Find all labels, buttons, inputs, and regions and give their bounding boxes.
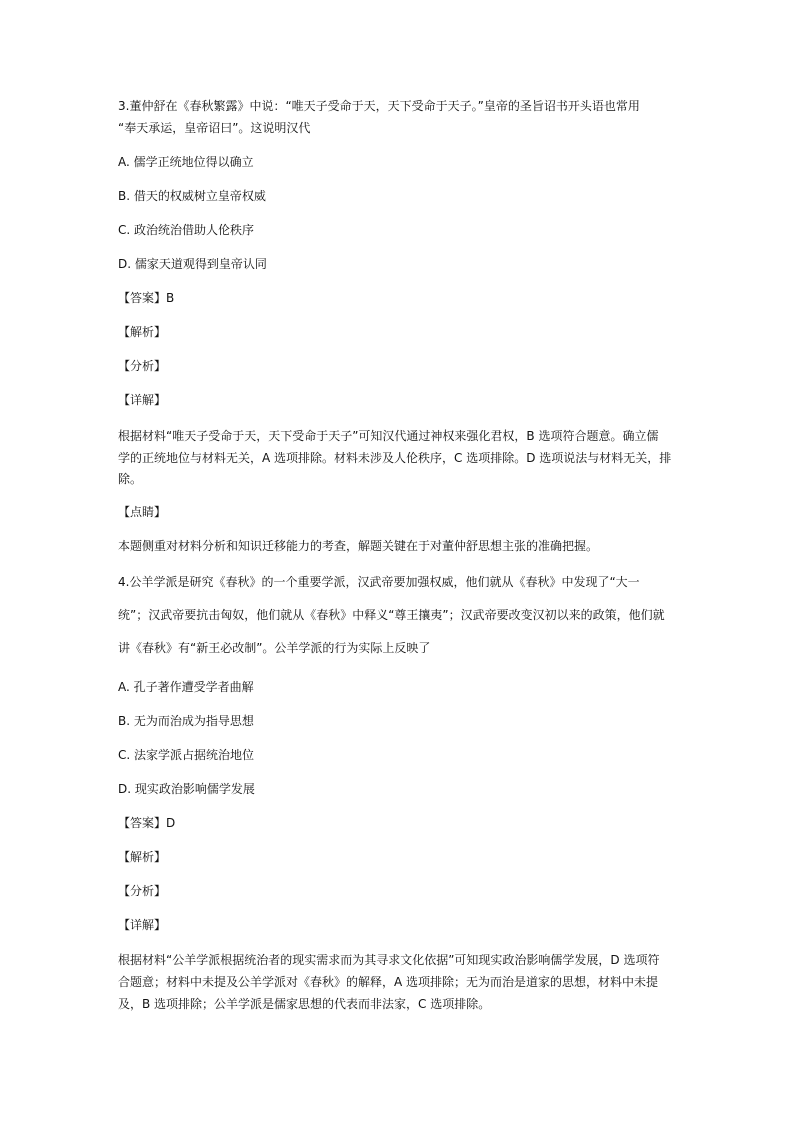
q3-detail-line-1: 根据材料“唯天子受命于天，天下受命于天子”可知汉代通过神权来强化君权，B 选项符合题意。确立儒 <box>118 429 659 443</box>
q4-option-c: C. 法家学派占据统治地位 <box>118 748 255 762</box>
q4-stem-line-1: 4.公羊学派是研究《春秋》的一个重要学派，汉武帝要加强权威，他们就从《春秋》中发现了“大一 <box>118 575 640 589</box>
q4-detail-line-1: 根据材料“公羊学派根据统治者的现实需求而为其寻求文化依据”可知现实政治影响儒学发展，D 选项符 <box>118 953 660 967</box>
q3-option-a: A. 儒学正统地位得以确立 <box>118 155 254 169</box>
q4-stem-line-3: 讲《春秋》有“新王必改制”。公羊学派的行为实际上反映了 <box>118 641 431 655</box>
q4-detail-line-3: 及，B 选项排除；公羊学派是儒家思想的代表而非法家，C 选项排除。 <box>118 997 491 1011</box>
q3-detail-heading: 【详解】 <box>118 393 167 407</box>
q3-detail-line-2: 学的正统地位与材料无关，A 选项排除。材料未涉及人伦秩序，C 选项排除。D 选项说法与材料无关，排 <box>118 451 672 465</box>
q4-option-a: A. 孔子著作遭受学者曲解 <box>118 680 254 694</box>
q3-option-d: D. 儒家天道观得到皇帝认同 <box>118 257 267 271</box>
q3-analysis-heading: 【解析】 <box>118 325 167 339</box>
q4-detail-heading: 【详解】 <box>118 918 167 932</box>
q3-answer: 【答案】B <box>118 291 175 305</box>
q3-stem-line-1: 3.董仲舒在《春秋繁露》中说：“唯天子受命于天，天下受命于天子。”皇帝的圣旨诏书开头语也常用 <box>118 99 640 113</box>
q4-fenxi-heading: 【分析】 <box>118 884 167 898</box>
q3-dianjing-heading: 【点睛】 <box>118 505 167 519</box>
q4-stem-line-2: 统”；汉武帝要抗击匈奴，他们就从《春秋》中释义“尊王攘夷”；汉武帝要改变汉初以来的政策，他们就 <box>118 608 665 622</box>
q4-analysis-heading: 【解析】 <box>118 850 167 864</box>
q3-detail-line-3: 除。 <box>118 472 143 486</box>
q3-dianjing-text: 本题侧重对材料分析和知识迁移能力的考查，解题关键在于对董仲舒思想主张的准确把握。 <box>118 539 599 553</box>
q4-option-b: B. 无为而治成为指导思想 <box>118 714 254 728</box>
q4-answer: 【答案】D <box>118 816 176 830</box>
q3-stem-line-2: “奉天承运，皇帝诏曰”。这说明汉代 <box>118 121 311 135</box>
q3-option-c: C. 政治统治借助人伦秩序 <box>118 223 255 237</box>
q4-option-d: D. 现实政治影响儒学发展 <box>118 782 255 796</box>
q4-detail-line-2: 合题意；材料中未提及公羊学派对《春秋》的解释，A 选项排除；无为而治是道家的思想，材料中未提 <box>118 975 659 989</box>
q3-fenxi-heading: 【分析】 <box>118 359 167 373</box>
q3-option-b: B. 借天的权威树立皇帝权威 <box>118 189 266 203</box>
